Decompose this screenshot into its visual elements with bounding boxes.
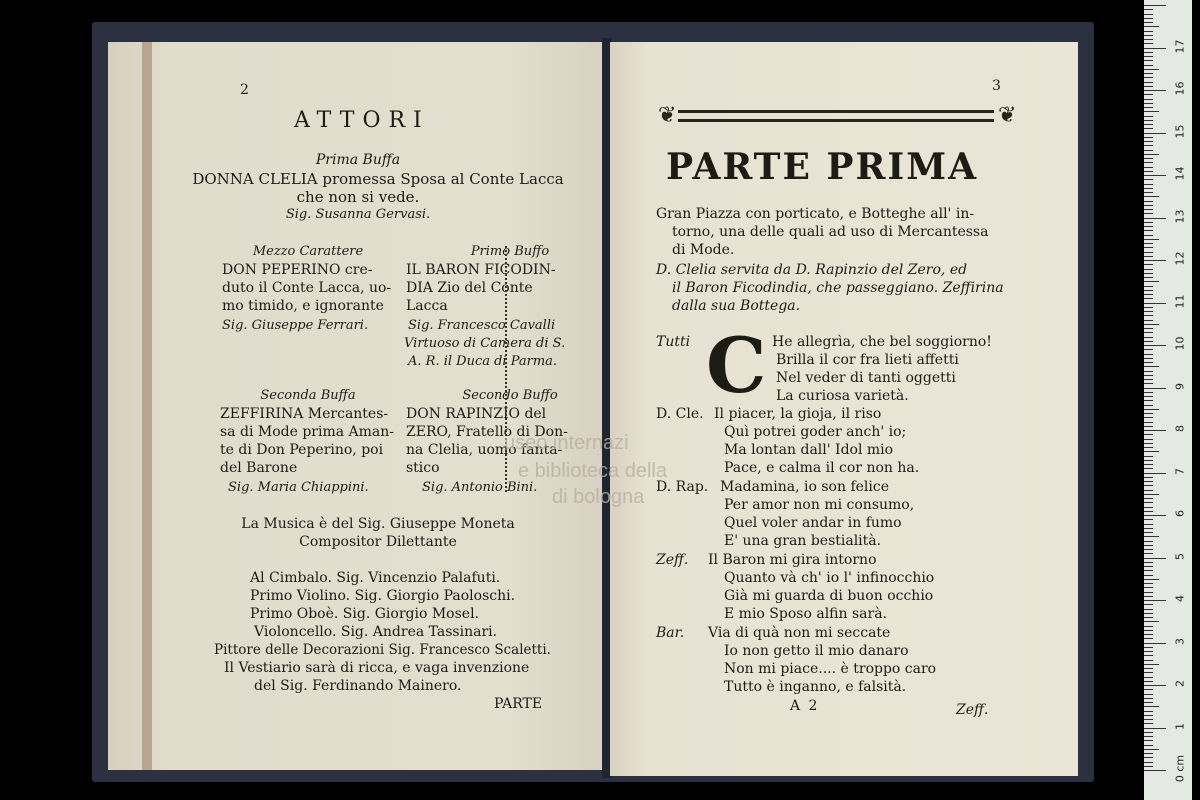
watermark-text: useo internazi [504,432,629,454]
ruler-tick [1144,583,1153,584]
ruler-tick [1144,332,1153,333]
ruler-tick [1144,515,1166,516]
ruler-tick [1144,655,1153,656]
ruler-tick [1144,171,1153,172]
ruler-tick [1144,498,1153,499]
ruler-label: 10 [1173,336,1187,351]
credit-line: Primo Oboè. Sig. Giorgio Mosel. [250,606,479,622]
credit-line: del Sig. Ferdinando Mainero. [254,678,462,694]
ruler-tick [1144,103,1153,104]
ruler-tick [1144,201,1153,202]
catchword: PARTE [494,696,543,712]
ruler-tick [1144,179,1153,180]
ruler-tick [1144,417,1153,418]
credit-line: Il Vestiario sarà di ricca, e vaga invenzione [224,660,530,676]
ruler-tick [1144,18,1153,19]
verse-line: E' una gran bestialità. [724,533,882,549]
ruler-tick [1144,575,1153,576]
ruler-tick [1144,736,1153,737]
ruler-tick [1144,647,1153,648]
ruler-tick [1144,354,1153,355]
stage-direction: dalla sua Bottega. [672,298,801,314]
ruler-tick [1144,94,1153,95]
role-label: Mezzo Carattere [252,244,364,259]
ruler-tick [1144,39,1153,40]
ruler-tick [1144,192,1153,193]
page-number: 3 [992,78,1001,94]
ruler-tick [1144,426,1153,427]
ruler-tick [1144,587,1153,588]
ruler-tick [1144,205,1153,206]
ruler-tick [1144,141,1153,142]
ruler-tick [1144,413,1153,414]
verse-line: Per amor non mi consumo, [724,497,915,513]
ruler-tick [1144,303,1166,304]
ruler-tick [1144,22,1153,23]
ruler-tick [1144,307,1153,308]
ruler-tick [1144,621,1159,622]
ruler-tick [1144,638,1153,639]
verse-line: He allegrìa, che bel soggiorno! [772,334,992,350]
ruler-tick [1144,349,1153,350]
ruler-tick [1144,52,1153,53]
measuring-ruler [1144,0,1192,800]
ruler-label: 4 [1173,595,1187,602]
ruler-tick [1144,345,1166,346]
verse-line: Pace, e calma il cor non ha. [724,460,920,476]
ruler-tick [1144,396,1153,397]
ruler-tick [1144,524,1153,525]
ruler-tick [1144,528,1153,529]
ruler-tick [1144,99,1153,100]
ruler-tick [1144,328,1153,329]
speaker-label: D. Cle. [656,406,704,422]
ruler-label: 17 [1173,39,1187,53]
ruler-tick [1144,5,1166,6]
stage-direction: il Baron Ficodindia, che passeggiano. Zeffirina [672,280,1004,296]
ruler-tick [1144,116,1153,117]
ruler-tick [1144,311,1153,312]
ruler-tick [1144,239,1159,240]
ruler-tick [1144,507,1153,508]
verse-line: Brilla il cor fra lieti affetti [776,352,959,368]
ruler-tick [1144,477,1153,478]
ruler-tick [1144,532,1153,533]
ruler-label: 7 [1173,467,1187,475]
ruler-tick [1144,634,1153,635]
ruler-tick [1144,341,1153,342]
ruler-tick [1144,570,1153,571]
right-page [610,42,1078,776]
ruler-tick [1144,494,1159,495]
ruler-tick [1144,664,1159,665]
verse-line: Quel voler andar in fumo [724,515,902,531]
ruler-tick [1144,464,1153,465]
ruler-tick [1144,762,1153,763]
ruler-tick [1144,388,1166,389]
singer-title: A. R. il Duca di Parma. [408,354,558,369]
ruler-tick [1144,600,1166,601]
ruler-tick [1144,668,1153,669]
credit-line: Primo Violino. Sig. Giorgio Paoloschi. [250,588,516,604]
ruler-tick [1144,77,1153,78]
ruler-tick [1144,324,1159,325]
character-desc: na Clelia, uomo fanta- [406,442,563,458]
ruler-label: 13 [1173,209,1187,223]
ruler-tick [1144,35,1153,36]
ruler-tick [1144,379,1153,380]
singer-name: Sig. Francesco Cavalli [408,318,556,333]
ruler-tick [1144,672,1153,673]
singer-name: Sig. Maria Chiappini. [228,480,369,495]
ruler-tick [1144,362,1153,363]
watermark-text: e biblioteca della [518,460,667,482]
ruler-tick [1144,371,1153,372]
speaker-label: Tutti [656,334,691,350]
verse-line: E mio Sposo alfin sarà. [724,606,887,622]
left-page [108,42,606,770]
ruler-tick [1144,162,1153,163]
verse-line: Il piacer, la gioja, il riso [714,406,882,422]
ruler-tick [1144,553,1153,554]
ruler-tick [1144,558,1166,559]
verse-line: Io non getto il mio danaro [724,643,909,659]
ruler-tick [1144,660,1153,661]
ruler-tick [1144,400,1153,401]
ruler-tick [1144,86,1153,87]
ruler-tick [1144,366,1159,367]
singer-name: Sig. Giuseppe Ferrari. [222,318,369,333]
ruler-tick [1144,137,1153,138]
ruler-tick [1144,541,1153,542]
ruler-tick [1144,434,1153,435]
ruler-tick [1144,702,1153,703]
ruler-tick [1144,481,1153,482]
scene-description: Gran Piazza con porticato, e Botteghe all' in- [656,206,975,222]
ruler-tick [1144,230,1153,231]
ruler-tick [1144,154,1159,155]
character-desc: sa di Mode prima Aman- [220,424,395,440]
ruler-tick [1144,9,1153,10]
ruler-tick [1144,243,1153,244]
stage-direction: D. Clelia servita da D. Rapinzio del Zero, ed [656,262,968,278]
ruler-tick [1144,430,1166,431]
ruler-tick [1144,273,1153,274]
ruler-tick [1144,82,1153,83]
credit-line: Al Cimbalo. Sig. Vincenzio Palafuti. [250,570,501,586]
verse-line: Quì potrei goder anch' io; [724,424,907,440]
verse-line: La curiosa varietà. [776,388,909,404]
ruler-tick [1144,383,1153,384]
ruler-tick [1144,443,1153,444]
ruler-tick [1144,643,1166,644]
ruler-label: 12 [1173,251,1187,266]
ruler-tick [1144,337,1153,338]
ruler-tick [1144,209,1153,210]
singer-name: Sig. Antonio Bini. [422,480,538,495]
singer-name: Sig. Susanna Gervasi. [285,207,431,222]
ruler-tick [1144,770,1166,771]
ruler-tick [1144,269,1153,270]
character-desc: mo timido, e ignorante [222,298,384,314]
character-desc: stico [406,460,440,476]
ruler-tick [1144,473,1166,474]
ruler-tick [1144,549,1153,550]
page-edge [142,42,152,770]
ruler-tick [1144,626,1153,627]
ruler-tick [1144,451,1159,452]
ruler-tick [1144,613,1153,614]
ruler-tick [1144,256,1153,257]
verse-line: Il Baron mi gira intorno [708,552,877,568]
ruler-tick [1144,490,1153,491]
ruler-tick [1144,502,1153,503]
character-desc: DIA Zio del Conte [406,280,533,296]
ruler-tick [1144,617,1153,618]
ruler-tick [1144,226,1153,227]
ruler-tick [1144,31,1153,32]
ruler-tick [1144,14,1153,15]
ruler-tick [1144,315,1153,316]
ruler-tick [1144,111,1159,112]
ruler-tick [1144,247,1153,248]
ruler-tick [1144,167,1153,168]
character-desc: te di Don Peperino, poi [220,442,384,458]
speaker-label: Bar. [656,625,685,641]
ruler-tick [1144,294,1153,295]
ruler-tick [1144,694,1153,695]
ruler-tick [1144,592,1153,593]
ruler-tick [1144,745,1153,746]
character-desc: ZERO, Fratello di Don- [406,424,568,440]
ruler-tick [1144,651,1153,652]
signature-mark: A 2 [790,698,820,714]
ruler-tick [1144,519,1153,520]
ruler-tick [1144,133,1166,134]
ruler-tick [1144,757,1153,758]
ruler-tick [1144,604,1153,605]
ruler-tick [1144,562,1153,563]
ruler-tick [1144,723,1153,724]
ruler-label: 5 [1173,552,1187,560]
ruler-tick [1144,715,1153,716]
ruler-tick [1144,128,1153,129]
ruler-tick [1144,409,1159,410]
cast-heading: ATTORI [294,108,430,133]
ruler-tick [1144,213,1153,214]
singer-title: Virtuoso di Camera di S. [404,336,566,351]
ruler-label: 0 cm [1173,754,1187,783]
ruler-tick [1144,706,1159,707]
ruler-tick [1144,732,1153,733]
ruler-tick [1144,766,1153,767]
ruler-tick [1144,609,1153,610]
ruler-tick [1144,485,1153,486]
ruler-label: 2 [1173,680,1187,687]
verse-line: Quanto và ch' io l' infinocchio [724,570,935,586]
part-title: PARTE PRIMA [666,146,979,188]
ruler-tick [1144,358,1153,359]
verse-line: Via di quà non mi seccate [708,625,891,641]
character-desc: che non si vede. [296,188,420,206]
role-label: Seconda Buffa [260,388,356,403]
ruler-tick [1144,392,1153,393]
ruler-tick [1144,65,1153,66]
ruler-tick [1144,286,1153,287]
ruler-tick [1144,681,1153,682]
ruler-tick [1144,749,1159,750]
ruler-tick [1144,218,1166,219]
ruler-tick [1144,43,1153,44]
ruler-tick [1144,468,1153,469]
ruler-tick [1144,545,1153,546]
ruler-label: 16 [1173,81,1187,96]
character-desc: Lacca [406,298,448,314]
ruler-tick [1144,290,1153,291]
character-desc: ZEFFIRINA Mercantes- [220,406,389,422]
ruler-tick [1144,120,1153,121]
ruler-tick [1144,158,1153,159]
character-desc: DON RAPINZIO del [406,406,547,422]
ruler-tick [1144,264,1153,265]
ruler-tick [1144,689,1153,690]
ruler-tick [1144,73,1153,74]
role-label: Primo Buffo [470,244,550,259]
ruler-tick [1144,260,1166,261]
column-divider [505,246,509,492]
catchword: Zeff. [956,702,989,718]
ruler-label: 11 [1173,294,1187,308]
verse-line: Nel veder di tanti oggetti [776,370,956,386]
ruler-tick [1144,596,1153,597]
ruler-tick [1144,320,1153,321]
scene-description: torno, una delle quali ad uso di Mercantessa [672,224,989,240]
ruler-tick [1144,566,1153,567]
ruler-tick [1144,26,1159,27]
ruler-tick [1144,107,1153,108]
ruler-tick [1144,235,1153,236]
ruler-tick [1144,375,1153,376]
ruler-tick [1144,405,1153,406]
scene-description: di Mode. [672,242,735,258]
ruler-tick [1144,196,1159,197]
music-credit: Compositor Dilettante [299,534,457,550]
role-label: Prima Buffa [315,152,401,168]
ruler-tick [1144,460,1153,461]
credit-line: Pittore delle Decorazioni Sig. Francesco Scaletti. [214,642,551,658]
ruler-tick [1144,277,1153,278]
ruler-tick [1144,728,1166,729]
verse-line: Ma lontan dall' Idol mio [724,442,894,458]
drop-cap: C [706,321,767,410]
character-desc: IL BARON FICODIN- [406,262,556,278]
ruler-tick [1144,69,1159,70]
ruler-tick [1144,740,1153,741]
ruler-tick [1144,150,1153,151]
music-credit: La Musica è del Sig. Giuseppe Moneta [241,516,515,532]
character-desc: del Barone [220,460,298,476]
ruler-tick [1144,298,1153,299]
ruler-tick [1144,685,1166,686]
ruler-label: 8 [1173,425,1187,432]
ruler-tick [1144,536,1159,537]
speaker-label: D. Rap. [656,479,709,495]
ruler-tick [1144,252,1153,253]
verse-line: Già mi guarda di buon occhio [724,588,934,604]
ruler-tick [1144,630,1153,631]
verse-line: Madamina, io son felice [720,479,889,495]
ruler-tick [1144,719,1153,720]
verse-line: Tutto è inganno, e falsità. [724,679,907,695]
ruler-tick [1144,456,1153,457]
ruler-tick [1144,447,1153,448]
ruler-tick [1144,677,1153,678]
ruler-tick [1144,698,1153,699]
watermark-text: di bologna [552,486,645,508]
ruler-tick [1144,48,1166,49]
verse-line: Non mi piace.... è troppo caro [724,661,937,677]
ruler-tick [1144,175,1166,176]
ruler-tick [1144,579,1159,580]
ruler-tick [1144,439,1153,440]
ruler-tick [1144,281,1159,282]
ruler-label: 15 [1173,124,1187,138]
ruler-tick [1144,90,1166,91]
ruler-tick [1144,145,1153,146]
character-desc: DONNA CLELIA promessa Sposa al Conte Lacca [192,170,564,188]
character-desc: duto il Conte Lacca, uo- [222,280,392,296]
ruler-tick [1144,753,1153,754]
ruler-tick [1144,188,1153,189]
ruler-label: 9 [1173,382,1187,390]
ruler-tick [1144,60,1153,61]
character-desc: DON PEPERINO cre- [222,262,373,278]
speaker-label: Zeff. [656,552,689,568]
ruler-label: 1 [1173,722,1187,730]
page-number: 2 [240,82,249,98]
ruler-label: 3 [1173,637,1187,645]
credit-line: Violoncello. Sig. Andrea Tassinari. [254,624,498,640]
ruler-tick [1144,124,1153,125]
ruler-tick [1144,184,1153,185]
ruler-tick [1144,56,1153,57]
ruler-tick [1144,422,1153,423]
ruler-label: 14 [1173,166,1187,181]
ruler-tick [1144,711,1153,712]
ruler-tick [1144,222,1153,223]
ruler-tick [1144,511,1153,512]
ruler-label: 6 [1173,510,1187,517]
role-label: Secondo Buffo [462,388,558,403]
ornamental-rule: ❦ ❦ [658,103,1017,128]
